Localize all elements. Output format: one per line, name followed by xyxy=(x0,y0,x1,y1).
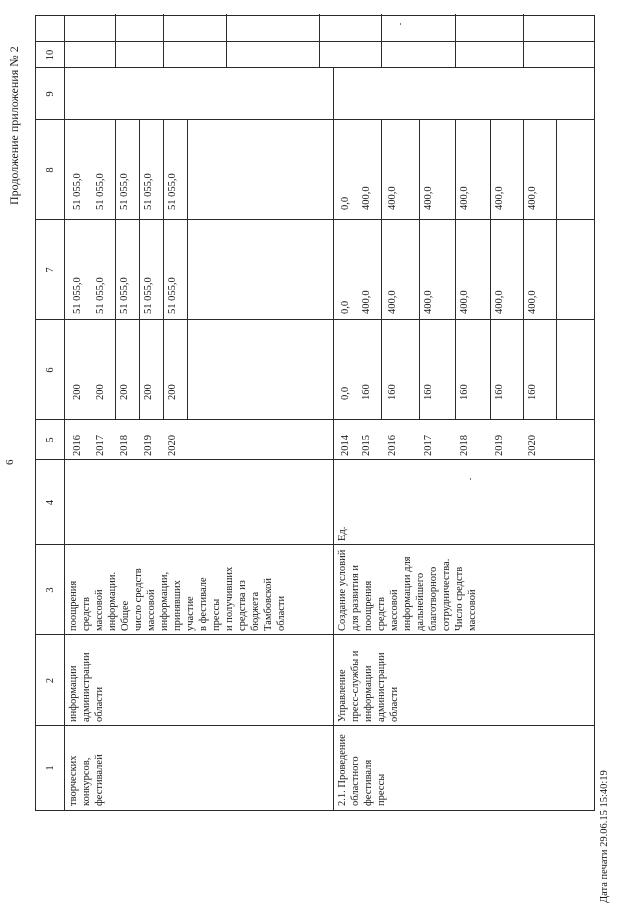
side-row-line xyxy=(115,14,116,68)
value-cell: 400,0 xyxy=(423,186,434,210)
value-cell: 51 055,0 xyxy=(143,277,154,314)
value-cell: 200 xyxy=(119,384,130,400)
header-separator xyxy=(64,16,65,810)
year-cell: 2014 xyxy=(340,435,351,456)
year-cell: 2020 xyxy=(167,435,178,456)
col-line xyxy=(36,459,594,460)
year-row-line xyxy=(381,120,382,420)
block1-col3: информации администрации области xyxy=(68,652,105,722)
year-row-line xyxy=(139,120,140,420)
value-cell: 400,0 xyxy=(361,290,372,314)
value-cell: 400,0 xyxy=(423,290,434,314)
col-header-10: 10 xyxy=(45,49,56,61)
year-cell: 2015 xyxy=(361,435,372,456)
print-date: Дата печати 29.06.15 15:40:19 xyxy=(599,770,610,903)
value-cell: 51 055,0 xyxy=(95,277,106,314)
side-row-line xyxy=(319,14,320,68)
value-cell: 51 055,0 xyxy=(119,173,130,210)
year-cell: 2018 xyxy=(459,435,470,456)
year-row-line xyxy=(115,120,116,420)
value-cell: 200 xyxy=(72,384,83,400)
value-cell: 160 xyxy=(527,384,538,400)
data-table xyxy=(35,15,595,811)
col-line xyxy=(36,219,594,220)
value-cell: 400,0 xyxy=(494,290,505,314)
value-cell: 400,0 xyxy=(527,186,538,210)
col-header-4: 4 xyxy=(45,499,56,506)
block-separator xyxy=(333,68,334,810)
block2-col4: Создание условий для развития и поощрения средств массовой информации для дальнейшего благотворного сотрудничества. Число средств массовой xyxy=(337,549,478,631)
side-row-line xyxy=(455,14,456,68)
value-cell: 51 055,0 xyxy=(72,173,83,210)
year-cell: 2019 xyxy=(143,435,154,456)
value-cell: 160 xyxy=(494,384,505,400)
value-cell: 51 055,0 xyxy=(167,277,178,314)
year-row-line xyxy=(523,120,524,420)
year-cell: 2016 xyxy=(72,435,83,456)
col-header-8: 8 xyxy=(45,167,56,173)
block1-col1: творческих конкурсов, фестивалей xyxy=(68,754,105,806)
value-cell: 160 xyxy=(459,384,470,400)
value-cell: 400,0 xyxy=(361,186,372,210)
side-row-line xyxy=(381,14,382,68)
col-header-9: 9 xyxy=(45,91,56,97)
value-cell: 200 xyxy=(95,384,106,400)
year-row-line xyxy=(455,120,456,420)
col-header-6: 6 xyxy=(45,367,56,373)
value-cell: 400,0 xyxy=(387,290,398,314)
year-row-line xyxy=(556,120,557,420)
col-header-7: 7 xyxy=(45,267,56,273)
year-row-line xyxy=(419,120,420,420)
side-row-line xyxy=(163,14,164,68)
col-line xyxy=(36,419,594,420)
year-row-line xyxy=(163,120,164,420)
continuation-title: Продолжение приложения № 2 xyxy=(7,46,21,205)
year-cell: 2020 xyxy=(527,435,538,456)
value-cell: 51 055,0 xyxy=(72,277,83,314)
page-number: 6 xyxy=(4,459,16,465)
col-line xyxy=(36,67,594,68)
value-cell: 0,0 xyxy=(340,386,351,400)
col-header-3: 3 xyxy=(45,587,56,593)
block2-col3: Управление пресс-службы и информации администрации области xyxy=(337,650,400,722)
year-row-line xyxy=(490,120,491,420)
year-row-line xyxy=(187,120,188,420)
value-cell: 51 055,0 xyxy=(95,173,106,210)
value-cell: 160 xyxy=(423,384,434,400)
value-cell: 400,0 xyxy=(459,290,470,314)
col-header-1: 1 xyxy=(45,765,56,771)
col-line xyxy=(36,725,594,726)
value-cell: 51 055,0 xyxy=(119,277,130,314)
scan-speck xyxy=(470,478,471,480)
year-cell: 2017 xyxy=(95,435,106,456)
col-header-5: 5 xyxy=(45,437,56,443)
value-cell: 160 xyxy=(387,384,398,400)
value-cell: 200 xyxy=(143,384,154,400)
col-line xyxy=(36,41,594,42)
col-header-2: 2 xyxy=(45,677,56,684)
value-cell: 400,0 xyxy=(387,186,398,210)
side-row-line xyxy=(226,14,227,68)
col-line xyxy=(36,319,594,320)
value-cell: 51 055,0 xyxy=(143,173,154,210)
block2-col1: 2.1. Проведение областного фестиваля прессы xyxy=(337,734,387,806)
year-cell: 2018 xyxy=(119,435,130,456)
value-cell: 160 xyxy=(361,384,372,400)
year-cell: 2019 xyxy=(494,435,505,456)
col-line xyxy=(36,634,594,635)
year-cell: 2017 xyxy=(423,435,434,456)
year-cell: 2016 xyxy=(387,435,398,456)
block2-unit: Ед. xyxy=(337,526,348,541)
block1-col4: поощрения средств массовой информации. Общее число средств массовой информации, принявших участие в фестивале прессы и получивших средства из бюджета Тамбовской области xyxy=(68,566,287,631)
scan-speck xyxy=(400,23,401,25)
value-cell: 400,0 xyxy=(494,186,505,210)
side-row-line xyxy=(523,14,524,68)
value-cell: 51 055,0 xyxy=(167,173,178,210)
value-cell: 200 xyxy=(167,384,178,400)
value-cell: 0,0 xyxy=(340,196,351,210)
value-cell: 400,0 xyxy=(527,290,538,314)
col-line xyxy=(36,119,594,120)
value-cell: 400,0 xyxy=(459,186,470,210)
value-cell: 0,0 xyxy=(340,300,351,314)
